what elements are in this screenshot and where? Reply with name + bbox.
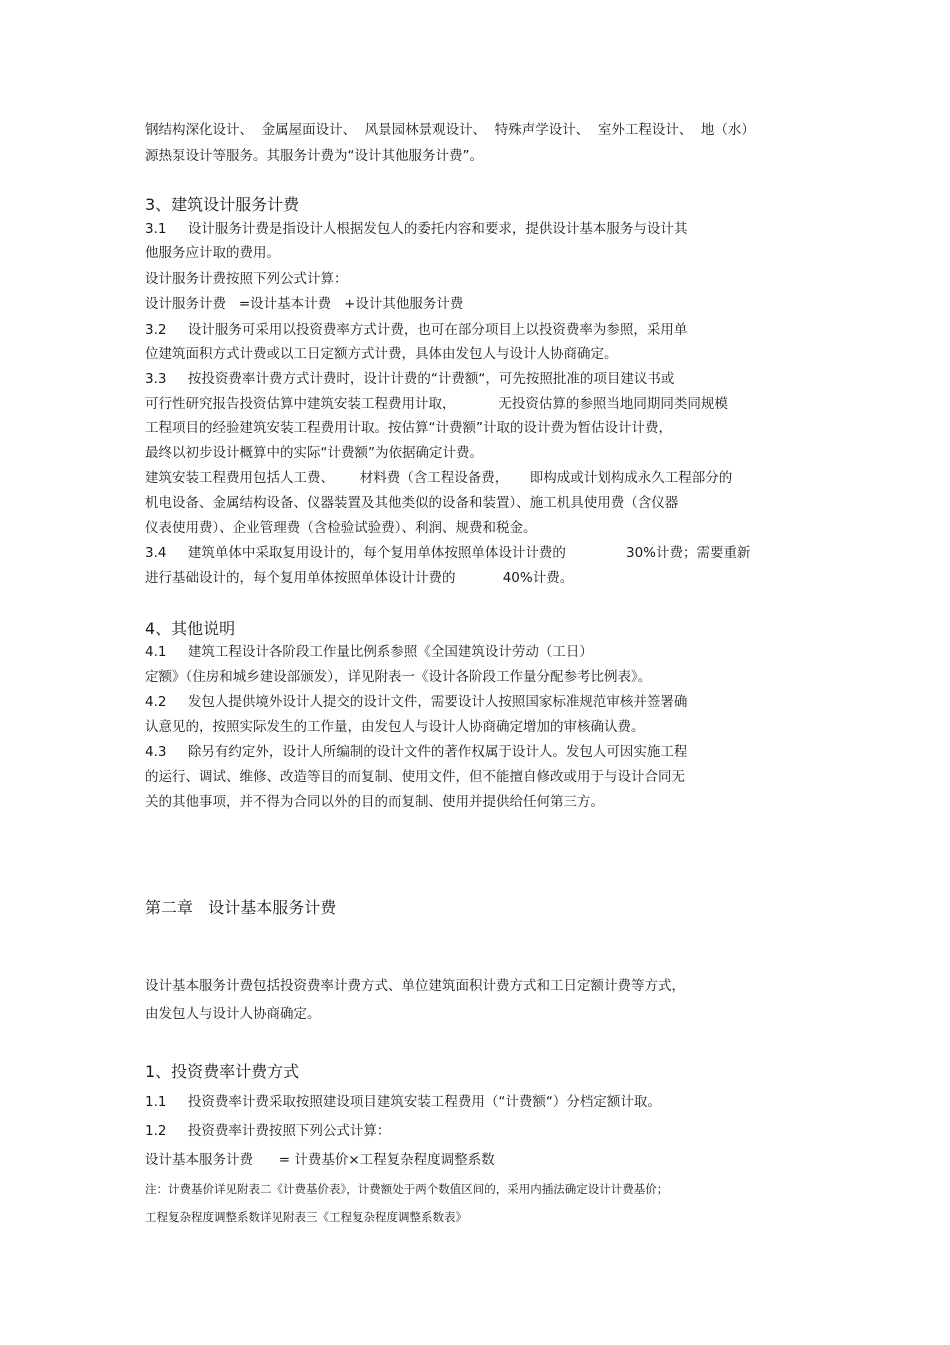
paragraph-line: 可行性研究报告投资估算中建筑安装工程费用计取， 无投资估算的参照当地同期同类同规模 (145, 396, 728, 412)
paragraph-line: 位建筑面积方式计费或以工日定额方式计费，具体由发包人与设计人协商确定。 (145, 346, 618, 362)
note-line: 工程复杂程度调整系数详见附表三《工程复杂程度调整系数表》 (145, 1210, 467, 1224)
section-heading: 1、投资费率计费方式 (145, 1062, 300, 1081)
paragraph-line: 定额》（住房和城乡建设部颁发），详见附表一《设计各阶段工作量分配参考比例表》。 (145, 669, 652, 685)
paragraph-line: 最终以初步设计概算中的实际“计费额”为依据确定计费。 (145, 445, 483, 461)
paragraph-line: 的运行、调试、维修、改造等目的而复制、使用文件，但不能擅自修改或用于与设计合同无 (145, 769, 685, 785)
paragraph-line: 3.2 设计服务可采用以投资费率方式计费，也可在部分项目上以投资费率为参照，采用单 (145, 322, 688, 338)
paragraph-line: 源热泵设计等服务。其服务计费为“设计其他服务计费”。 (145, 148, 483, 164)
section-heading: 4、其他说明 (145, 619, 236, 638)
paragraph-line: 1.2 投资费率计费按照下列公式计算： (145, 1123, 391, 1139)
paragraph-line: 工程项目的经验建筑安装工程费用计取。按估算“计费额”计取的设计费为暂估设计计费， (145, 420, 672, 436)
chapter-heading: 第二章 设计基本服务计费 (145, 898, 337, 917)
paragraph-line: 设计基本服务计费包括投资费率计费方式、单位建筑面积计费方式和工日定额计费等方式， (145, 978, 685, 994)
paragraph-line: 3.1 设计服务计费是指设计人根据发包人的委托内容和要求，提供设计基本服务与设计其 (145, 221, 688, 237)
paragraph-line: 1.1 投资费率计费采取按照建设项目建筑安装工程费用（“计费额“）分档定额计取。 (145, 1094, 661, 1110)
paragraph-line: 由发包人与设计人协商确定。 (145, 1006, 321, 1022)
paragraph-line: 进行基础设计的，每个复用单体按照单体设计计费的 40%计费。 (145, 570, 574, 586)
paragraph-line: 4.3 除另有约定外，设计人所编制的设计文件的著作权属于设计人。发包人可因实施工程 (145, 744, 688, 760)
paragraph-line: 他服务应计取的费用。 (145, 245, 280, 261)
paragraph-line: 设计服务计费按照下列公式计算： (145, 271, 348, 287)
paragraph-line: 3.4 建筑单体中采取复用设计的，每个复用单体按照单体设计计费的 30%计费；需要重新 (145, 545, 751, 561)
paragraph-line: 4.1 建筑工程设计各阶段工作量比例系参照《全国建筑设计劳动（工日） (145, 644, 593, 660)
paragraph-line: 4.2 发包人提供境外设计人提交的设计文件，需要设计人按照国家标准规范审核并签署确 (145, 694, 688, 710)
paragraph-line: 仪表使用费）、企业管理费（含检验试验费）、利润、规费和税金。 (145, 520, 537, 536)
paragraph-line: 关的其他事项，并不得为合同以外的目的而复制、使用并提供给任何第三方。 (145, 794, 604, 810)
note-line: 注：计费基价详见附表二《计费基价表》，计费额处于两个数值区间的，采用内插法确定设计计费基价； (145, 1182, 669, 1196)
paragraph-line: 机电设备、金属结构设备、仪器装置及其他类似的设备和装置）、施工机具使用费（含仪器 (145, 495, 679, 511)
formula-line: 设计基本服务计费 = 计费基价×工程复杂程度调整系数 (145, 1152, 495, 1168)
paragraph-line: 钢结构深化设计、 金属屋面设计、 风景园林景观设计、 特殊声学设计、 室外工程设计、 地（水） (145, 122, 755, 138)
section-heading: 3、建筑设计服务计费 (145, 195, 300, 214)
formula-line: 设计服务计费 =设计基本计费 +设计其他服务计费 (145, 296, 464, 312)
paragraph-line: 认意见的，按照实际发生的工作量，由发包人与设计人协商确定增加的审核确认费。 (145, 719, 645, 735)
paragraph-line: 3.3 按投资费率计费方式计费时，设计计费的“计费额“，可先按照批准的项目建议书或 (145, 371, 675, 387)
paragraph-line: 建筑安装工程费用包括人工费、 材料费（含工程设备费， 即构成或计划构成永久工程部分的 (145, 470, 733, 486)
